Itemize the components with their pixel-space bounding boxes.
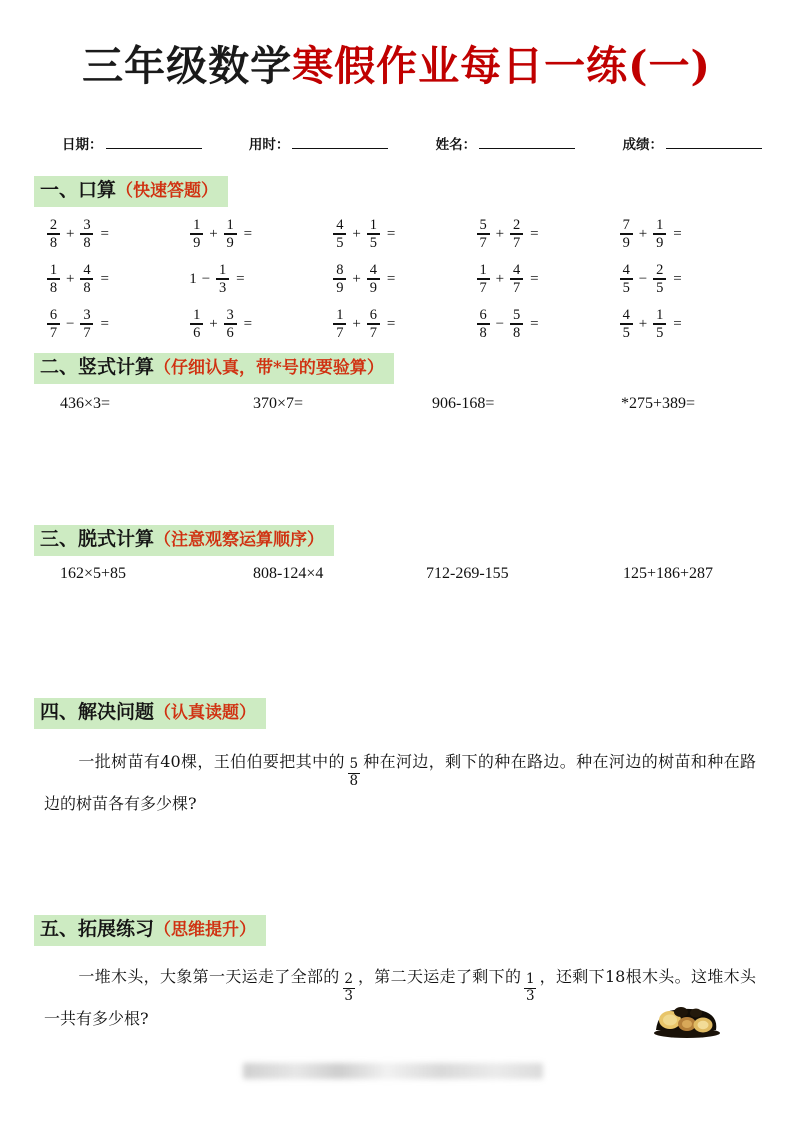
fraction-denominator: 9 xyxy=(193,234,201,251)
left-fraction xyxy=(477,263,490,295)
fraction-denominator: 9 xyxy=(622,234,630,251)
section-heading-oral xyxy=(34,176,228,207)
score-label: 成绩： xyxy=(622,137,663,153)
fraction-denominator: 7 xyxy=(512,279,521,296)
vertical-problem-1: 436×3= xyxy=(60,395,111,412)
section-5-note: （思维提升） xyxy=(154,920,257,940)
operator: + xyxy=(638,225,648,242)
left-fraction xyxy=(333,308,346,340)
equals-sign: = xyxy=(530,315,539,332)
oral-problem xyxy=(332,306,475,342)
fraction-numerator: 1 xyxy=(193,306,201,323)
fraction-denominator: 8 xyxy=(49,279,58,296)
equals-sign: = xyxy=(386,315,396,332)
fraction-denominator: 8 xyxy=(479,324,487,341)
name-field[interactable] xyxy=(436,133,576,153)
oral-problem xyxy=(46,261,189,297)
fraction-denominator: 8 xyxy=(83,234,91,251)
fraction-numerator: 4 xyxy=(336,216,344,233)
operator: + xyxy=(352,315,361,332)
fraction-denominator: 3 xyxy=(344,987,353,1004)
fraction-numerator: 6 xyxy=(369,306,377,323)
section-3-title: 三、脱式计算 xyxy=(40,528,155,550)
fraction-denominator: 5 xyxy=(622,324,630,341)
score-blank[interactable] xyxy=(666,136,762,149)
section-heading-word xyxy=(34,698,266,729)
left-fraction xyxy=(477,218,490,250)
fraction-denominator: 9 xyxy=(369,279,377,296)
operator: + xyxy=(66,225,75,242)
date-blank[interactable] xyxy=(106,136,202,149)
oral-problem xyxy=(332,216,475,252)
fraction-denominator: 5 xyxy=(656,279,664,296)
left-fraction xyxy=(620,218,633,250)
vertical-problem-4: *275+389= xyxy=(621,395,696,412)
operator: − xyxy=(66,315,75,332)
equals-sign: = xyxy=(530,225,539,242)
fraction-numerator: 4 xyxy=(83,261,91,278)
section-1-title: 一、口算 xyxy=(40,179,117,201)
section-heading-extend xyxy=(34,915,266,946)
fraction-numerator: 8 xyxy=(336,261,344,278)
word-problem-5-text-middle: ，第二天运走了剩下的 xyxy=(357,967,522,986)
left-fraction xyxy=(620,263,633,295)
fraction-denominator: 3 xyxy=(526,987,535,1004)
time-field[interactable] xyxy=(249,133,389,153)
fraction-numerator: 6 xyxy=(479,306,487,323)
word-problem-4-text-before: 一批树苗有40棵，王伯伯要把其中的 xyxy=(78,752,345,771)
fraction-denominator: 3 xyxy=(219,279,227,296)
fraction-numerator: 2 xyxy=(656,261,664,278)
operator: + xyxy=(495,270,505,287)
section-4-note: （认真读题） xyxy=(154,703,257,723)
tuoshi-problem-2: 808-124×4 xyxy=(253,565,324,582)
page-title xyxy=(0,44,793,89)
right-fraction xyxy=(224,308,237,340)
left-fraction xyxy=(47,218,60,250)
fraction-numerator: 5 xyxy=(349,756,359,772)
operator: + xyxy=(209,225,218,242)
score-field[interactable] xyxy=(622,133,762,153)
fraction-denominator: 9 xyxy=(336,279,344,296)
name-label: 姓名： xyxy=(435,137,477,153)
tuoshi-problems-row xyxy=(46,565,762,583)
oral-problem xyxy=(476,261,619,297)
fraction-denominator: 8 xyxy=(83,279,91,296)
operator: − xyxy=(201,270,211,287)
tuoshi-problem-3: 712-269-155 xyxy=(426,565,509,582)
section-5-title: 五、拓展练习 xyxy=(40,918,155,940)
oral-problem xyxy=(332,261,475,297)
fraction-denominator: 6 xyxy=(193,324,201,341)
fraction-numerator: 5 xyxy=(512,306,521,323)
right-fraction xyxy=(367,263,380,295)
fraction-denominator: 6 xyxy=(226,324,234,341)
left-fraction xyxy=(47,263,60,295)
fraction-denominator: 5 xyxy=(369,234,377,251)
word-problem-4-fraction xyxy=(348,758,360,788)
fraction-numerator: 1 xyxy=(226,216,234,233)
fraction-denominator: 5 xyxy=(336,234,344,251)
whole-number: 1 xyxy=(189,270,197,287)
word-problem-5-fraction-2 xyxy=(524,973,536,1003)
fraction-denominator: 5 xyxy=(656,324,664,341)
oral-problem xyxy=(476,216,619,252)
fraction-denominator: 7 xyxy=(369,324,377,341)
right-fraction xyxy=(224,218,237,250)
fraction-numerator: 1 xyxy=(656,216,664,233)
oral-problem xyxy=(619,306,762,342)
section-2-note: （仔细认真，带*号的要验算） xyxy=(154,358,384,378)
oral-problem xyxy=(476,306,619,342)
right-fraction xyxy=(510,308,523,340)
equals-sign: = xyxy=(673,270,682,287)
operator: + xyxy=(495,225,505,242)
blurred-watermark-bar xyxy=(243,1063,543,1079)
date-field[interactable] xyxy=(62,133,202,153)
right-fraction xyxy=(653,218,666,250)
word-problem-5-text-after: ，还剩下18根木头。这堆木头一共有多少根? xyxy=(44,967,756,1029)
operator: − xyxy=(495,315,505,332)
section-2-title: 二、竖式计算 xyxy=(40,356,155,378)
fraction-numerator: 1 xyxy=(479,261,487,278)
equals-sign: = xyxy=(243,315,253,332)
fraction-numerator: 1 xyxy=(369,216,377,233)
equals-sign: = xyxy=(386,270,396,287)
section-1-note: （快速答题） xyxy=(116,181,219,201)
right-fraction xyxy=(80,263,93,295)
equals-sign: = xyxy=(673,225,682,242)
date-label: 日期： xyxy=(62,137,103,153)
fraction-denominator: 8 xyxy=(512,324,521,341)
operator: + xyxy=(352,270,361,287)
right-fraction xyxy=(367,308,380,340)
fraction-denominator: 9 xyxy=(656,234,664,251)
operator: + xyxy=(352,225,361,242)
left-fraction xyxy=(477,308,490,340)
fraction-numerator: 7 xyxy=(622,216,630,233)
fraction-numerator: 1 xyxy=(526,971,535,987)
left-fraction xyxy=(190,218,203,250)
name-blank[interactable] xyxy=(479,136,575,149)
right-fraction xyxy=(80,308,93,340)
fraction-numerator: 4 xyxy=(622,261,630,278)
fraction-numerator: 1 xyxy=(193,216,201,233)
fraction-numerator: 1 xyxy=(49,261,58,278)
oral-problem xyxy=(189,261,332,297)
equals-sign: = xyxy=(530,270,539,287)
oral-problem xyxy=(46,306,189,342)
right-fraction xyxy=(367,218,380,250)
section-3-note: （注意观察运算顺序） xyxy=(154,530,325,550)
equals-sign: = xyxy=(100,315,109,332)
fraction-denominator: 8 xyxy=(349,772,359,789)
title-black-part: 三年级数学 xyxy=(82,42,293,90)
oral-problem xyxy=(619,261,762,297)
oral-problem xyxy=(189,306,332,342)
time-blank[interactable] xyxy=(292,136,388,149)
equals-sign: = xyxy=(100,270,109,287)
time-label: 用时： xyxy=(248,137,290,153)
fraction-numerator: 1 xyxy=(219,261,227,278)
fraction-numerator: 2 xyxy=(49,216,58,233)
vertical-problem-2: 370×7= xyxy=(253,395,304,412)
right-fraction xyxy=(510,218,523,250)
operator: + xyxy=(66,270,75,287)
fraction-numerator: 2 xyxy=(344,971,353,987)
right-fraction xyxy=(80,218,93,250)
fraction-numerator: 2 xyxy=(512,216,521,233)
fraction-numerator: 4 xyxy=(369,261,377,278)
right-fraction xyxy=(510,263,523,295)
log-pile-icon xyxy=(648,1000,726,1038)
word-problem-4 xyxy=(44,745,756,821)
fraction-numerator: 5 xyxy=(479,216,487,233)
fraction-denominator: 7 xyxy=(479,279,487,296)
left-fraction xyxy=(333,263,346,295)
oral-problem xyxy=(46,216,189,252)
vertical-problem-3: 906-168= xyxy=(432,395,495,412)
fraction-numerator: 3 xyxy=(83,216,91,233)
word-problem-5-fraction-1 xyxy=(343,973,355,1003)
left-fraction xyxy=(47,308,60,340)
fraction-numerator: 3 xyxy=(83,306,91,323)
fraction-denominator: 7 xyxy=(512,234,521,251)
word-problem-4-text-after: 种在河边，剩下的种在路边。种在河边的树苗和种在路边的树苗各有多少棵? xyxy=(44,752,756,814)
fraction-denominator: 8 xyxy=(49,234,58,251)
oral-arithmetic-grid xyxy=(46,216,762,342)
equals-sign: = xyxy=(386,225,396,242)
left-fraction xyxy=(620,308,633,340)
equals-sign: = xyxy=(100,225,109,242)
right-fraction xyxy=(216,263,229,295)
section-4-title: 四、解决问题 xyxy=(40,701,155,723)
tuoshi-problem-4: 125+186+287 xyxy=(623,565,714,582)
fraction-numerator: 1 xyxy=(656,306,664,323)
oral-problem xyxy=(619,216,762,252)
oral-problem xyxy=(189,216,332,252)
fraction-numerator: 1 xyxy=(336,306,344,323)
equals-sign: = xyxy=(243,225,253,242)
vertical-problems-row xyxy=(46,395,762,413)
student-info-line xyxy=(62,133,762,153)
title-red-part: 寒假作业每日一练(一) xyxy=(292,42,711,90)
fraction-numerator: 6 xyxy=(49,306,58,323)
operator: + xyxy=(209,315,218,332)
equals-sign: = xyxy=(236,270,245,287)
right-fraction xyxy=(653,263,666,295)
section-heading-vertical xyxy=(34,353,394,384)
fraction-denominator: 7 xyxy=(83,324,91,341)
equals-sign: = xyxy=(673,315,682,332)
fraction-denominator: 7 xyxy=(479,234,487,251)
word-problem-5-text-before: 一堆木头，大象第一天运走了全部的 xyxy=(78,967,340,986)
fraction-denominator: 9 xyxy=(226,234,234,251)
fraction-denominator: 7 xyxy=(49,324,58,341)
fraction-numerator: 4 xyxy=(512,261,521,278)
fraction-denominator: 7 xyxy=(336,324,344,341)
fraction-numerator: 4 xyxy=(622,306,630,323)
right-fraction xyxy=(653,308,666,340)
left-fraction xyxy=(190,308,203,340)
operator: − xyxy=(638,270,648,287)
fraction-denominator: 5 xyxy=(622,279,630,296)
operator: + xyxy=(638,315,648,332)
left-fraction xyxy=(333,218,346,250)
section-heading-tuoshi xyxy=(34,525,334,556)
fraction-numerator: 3 xyxy=(226,306,234,323)
tuoshi-problem-1: 162×5+85 xyxy=(60,565,127,582)
